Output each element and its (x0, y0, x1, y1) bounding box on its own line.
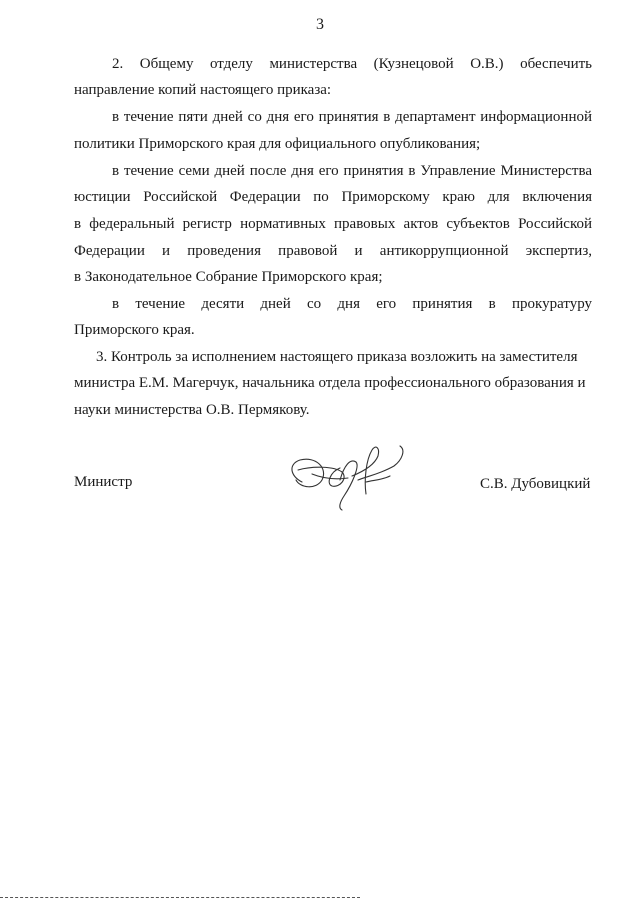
item-ten-days-line-2: Приморского края. (74, 322, 195, 338)
signature-block (0, 470, 640, 530)
signatory-title: Министр (74, 474, 133, 490)
footer-rule (0, 897, 360, 898)
paragraph-3-line-3: науки министерства О.В. Пермякову. (74, 402, 310, 418)
item-five-days-line-1: в течение пяти дней со дня его принятия в департамент информационной (112, 109, 592, 125)
paragraph-3-line-2: министра Е.М. Магерчук, начальника отдела профессионального образования и (74, 375, 586, 391)
page-number: 3 (316, 16, 324, 33)
item-five-days-line-2: политики Приморского края для официального опубликования; (74, 136, 481, 152)
paragraph-2-line-2: направление копий настоящего приказа: (74, 82, 332, 98)
paragraph-3-line-1: 3. Контроль за исполнением настоящего приказа возложить на заместителя (96, 349, 578, 365)
item-seven-days-line-3: в федеральный регистр нормативных правовых актов субъектов Российской (74, 216, 592, 232)
paragraph-2-line-1: 2. Общему отделу министерства (Кузнецовой О.В.) обеспечить (112, 56, 592, 72)
item-ten-days-line-1: в течение десяти дней со дня его принятия в прокуратуру (112, 296, 592, 312)
item-seven-days-line-4: Федерации и проведения правовой и антикоррупционной экспертиз, (74, 243, 592, 259)
signatory-name: С.В. Дубовицкий (480, 476, 591, 492)
item-seven-days-line-2: юстиции Российской Федерации по Приморскому краю для включения (74, 189, 592, 205)
handwritten-signature (282, 436, 412, 516)
item-seven-days-line-1: в течение семи дней после дня его принятия в Управление Министерства (112, 163, 592, 179)
item-seven-days-line-5: в Законодательное Собрание Приморского края; (74, 269, 383, 285)
